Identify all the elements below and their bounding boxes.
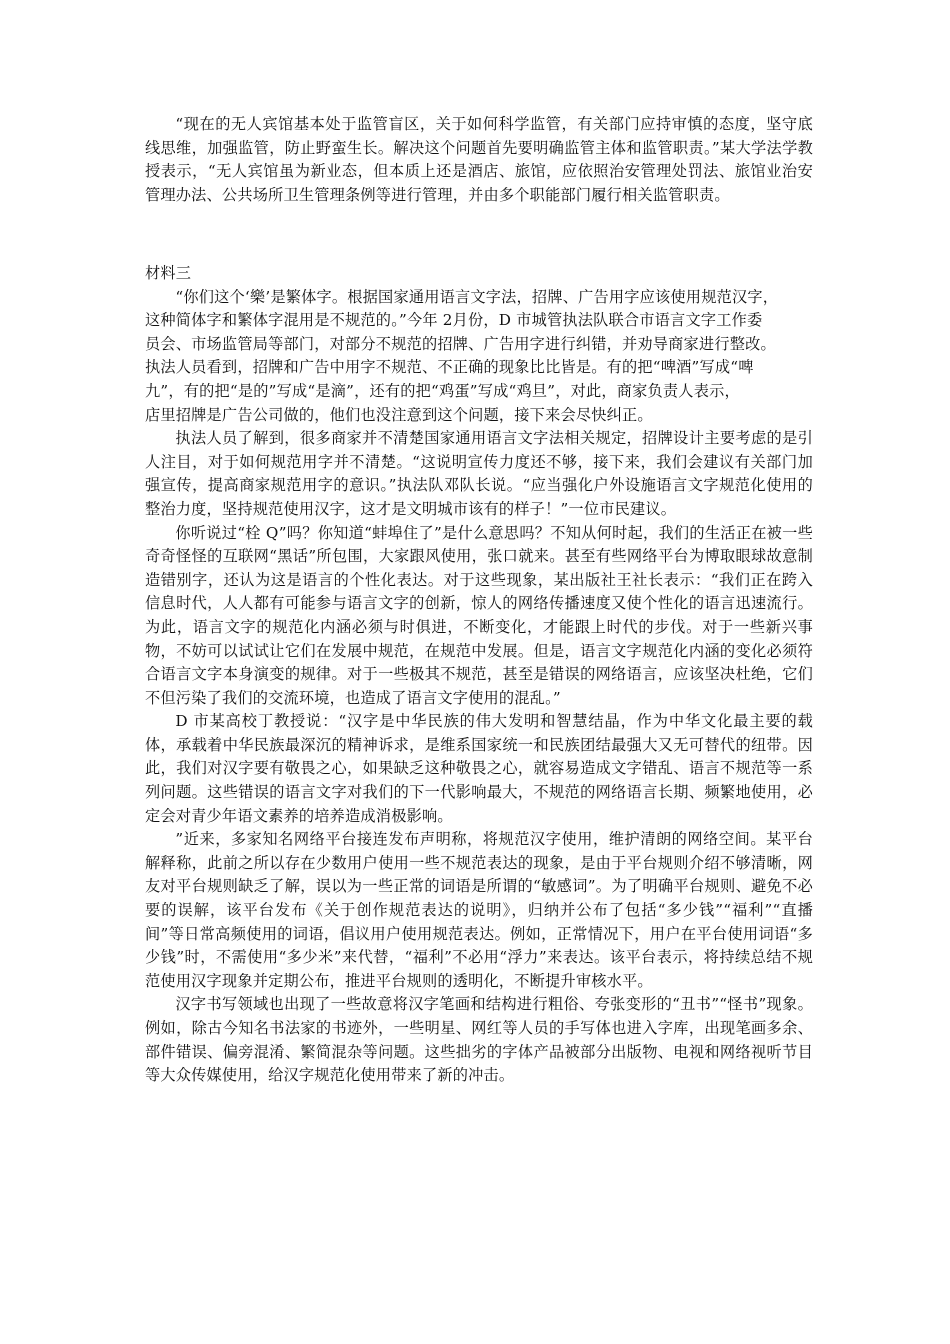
paragraph-professor-quote: “现在的无人宾馆基本处于监管盲区，关于如何科学监管，有关部门应持审慎的态度，坚守底线思维，加强监管，防止野蛮生长。解决这个问题首先要明确监管主体和监管职责。”某大学法学教授表示，“无人宾馆虽为新业态，但本质上还是酒店、旅馆，应依照治安管理处罚法、旅馆业治安管理办法、公共场所卫生管理条例等进行管理，并由多个职能部门履行相关监管职责。 <box>145 115 813 204</box>
section-title: 材料三 <box>145 264 192 282</box>
paragraph-1-line: 店里招牌是广告公司做的，他们也没注意到这个问题，接下来会尽快纠正。 <box>145 405 653 424</box>
paragraph-1-line: 这种简体字和繁体字混用是不规范的。”今年 2月份，D 市城管执法队联合市语言文字工作委 <box>145 311 763 330</box>
paragraph-6: 汉字书写领域也出现了一些故意将汉字笔画和结构进行粗俗、夸张变形的“丑书”“怪书”现象。例如，除古今知名书法家的书迹外，一些明星、网红等人员的手写体也进入字库，出现笔画多余、部件错误、偏旁混淆、繁简混杂等问题。这些拙劣的字体产品被部分出版物、电视和网络视听节目等大众传媒使用，给汉字规范化使用带来了新的冲击。 <box>145 995 813 1085</box>
paragraph-1-line: 员会、市场监管局等部门，对部分不规范的招牌、广告用字进行纠错，并劝导商家进行整改。 <box>145 334 776 353</box>
paragraph-5: ”近来，多家知名网络平台接连发布声明称，将规范汉字使用，维护清朗的网络空间。某平台解释称，此前之所以存在少数用户使用一些不规范表达的现象，是由于平台规则介绍不够清晰，网友对平台规则缺乏了解，误以为一些正常的词语是所谓的“敏感词”。为了明确平台规则、避免不必要的误解，该平台发布《关于创作规范表达的说明》，归纳并公布了包括“多少钱”“福利”“直播间”等日常高频使用的词语，倡议用户使用规范表达。例如，正常情况下，用户在平台使用词语“多少钱”时，不需使用“多少米”来代替，“福利”不必用“浮力”来表达。该平台表示，将持续总结不规范使用汉字现象并定期公布，推进平台规则的透明化，不断提升审核水平。 <box>145 830 813 990</box>
paragraph-1-line: 执法人员看到，招牌和广告中用字不规范、不正确的现象比比皆是。有的把“啤酒”写成“啤 <box>145 358 754 377</box>
material-three-section <box>145 262 813 1088</box>
paragraph-1-line: 九”，有的把“是的”写成“是滴”，还有的把“鸡蛋”写成“鸡旦”，对此，商家负责人表示， <box>145 381 740 400</box>
paragraph-block-top <box>145 113 813 207</box>
paragraph-2: 执法人员了解到，很多商家并不清楚国家通用语言文字法相关规定，招牌设计主要考虑的是引人注目，对于如何规范用字并不清楚。“这说明宣传力度还不够，接下来，我们会建议有关部门加强宣传，提高商家规范用字的意识。”执法队邓队长说。“应当强化户外设施语言文字规范化使用的整治力度，坚持规范使用汉字，这才是文明城市该有的样子！”一位市民建议。 <box>145 429 813 518</box>
paragraph-1-line: “你们这个‘樂’是繁体字。根据国家通用语言文字法，招牌、广告用字应该使用规范汉字， <box>175 287 779 306</box>
paragraph-3: 你听说过“栓 Q”吗？你知道“蚌埠住了”是什么意思吗？不知从何时起，我们的生活正在被一些奇奇怪怪的互联网“黑话”所包围，大家跟风使用，张口就来。甚至有些网络平台为博取眼球故意制造错别字，还认为这是语言的个性化表达。对于这些现象，某出版社王社长表示：“我们正在跨入信息时代，人人都有可能参与语言文字的创新，惊人的网络传播速度又使个性化的语言迅速流行。为此，语言文字的规范化内涵必须与时俱进，不断变化，才能跟上时代的步伐。对于一些新兴事物，不妨可以试试让它们在发展中规范，在规范中发展。但是，语言文字规范化内涵的变化必须符合语言文字本身演变的规律。对于一些极其不规范，甚至是错误的网络语言，应该坚决杜绝，它们不但污染了我们的交流环境，也造成了语言文字使用的混乱。” <box>145 523 813 707</box>
paragraph-1 <box>145 286 813 428</box>
paragraph-4: D 市某高校丁教授说：“汉字是中华民族的伟大发明和智慧结晶，作为中华文化最主要的载体，承载着中华民族最深沉的精神诉求，是维系国家统一和民族团结最强大又无可替代的纽带。因此，我们对汉字要有敬畏之心，如果缺乏这种敬畏之心，就容易造成文字错乱、语言不规范等一系列问题。这些错误的语言文字对我们的下一代影响最大，不规范的网络语言长期、频繁地使用，必定会对青少年语文素养的培养造成消极影响。 <box>145 712 813 825</box>
